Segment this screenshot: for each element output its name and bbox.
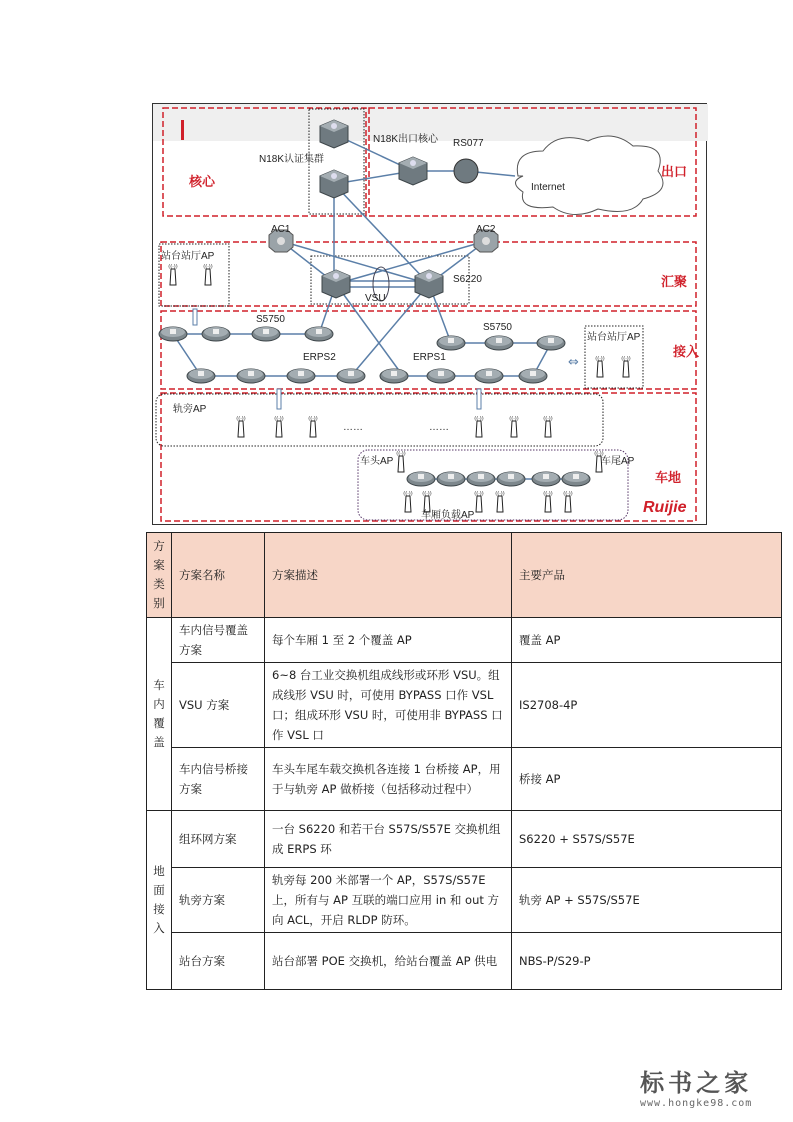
station-ap-label: 站台站厅AP <box>161 251 215 262</box>
zone-access-label: 接入 <box>673 345 700 360</box>
erps1-label: ERPS1 <box>413 352 446 363</box>
header-category: 方案类别 <box>147 533 172 618</box>
name-cell: VSU 方案 <box>172 663 265 748</box>
s5750-left-label: S5750 <box>256 314 285 325</box>
ellipsis-right: …… <box>429 422 449 433</box>
s5750-right-label: S5750 <box>483 322 512 333</box>
internet-cloud-icon <box>516 136 664 215</box>
internet-label: Internet <box>531 182 565 193</box>
zone-core-label: 核心 <box>189 175 216 190</box>
desc-cell: 站台部署 POE 交换机，给站台覆盖 AP 供电 <box>265 933 512 990</box>
desc-cell: 6~8 台工业交换机组成线形或环形 VSU。组成线形 VSU 时，可使用 BYPASS 口作 VSL 口；组成环形 VSU 时，可使用非 BYPASS 口作 VSL 口 <box>265 663 512 748</box>
station-hall-ap-label: 站台站厅AP <box>587 332 641 343</box>
watermark <box>640 1063 752 1109</box>
track-ap-label: 轨旁AP <box>173 404 207 415</box>
ac1-label: AC1 <box>271 224 291 235</box>
s6220-label: S6220 <box>453 274 482 285</box>
head-ap-label: 车头AP <box>360 456 394 467</box>
zone-exit-label: 出口 <box>661 165 688 180</box>
svg-text:⇔: ⇔ <box>568 355 579 370</box>
tail-ap-label: 车尾AP <box>601 456 635 467</box>
table-row <box>147 663 782 748</box>
table-row <box>147 748 782 811</box>
solution-table <box>146 532 782 990</box>
router-label: RS077 <box>453 138 484 149</box>
product-cell: NBS-P/S29-P <box>512 933 782 990</box>
ac2-label: AC2 <box>476 224 496 235</box>
table-row <box>147 868 782 933</box>
desc-cell: 车头车尾车载交换机各连接 1 台桥接 AP，用于与轨旁 AP 做桥接（包括移动过程中） <box>265 748 512 811</box>
product-cell: 桥接 AP <box>512 748 782 811</box>
product-cell: IS2708-4P <box>512 663 782 748</box>
network-topology-svg: ((·)) ⇔ 核心 出口 汇聚 接入 车地 N18K认证集群 N18K出口核心 RS077 Internet AC1 AC2 站台站厅AP S6220 VSU S5750 S5750 ERPS2 ERPS1 站台站厅AP 轨旁AP …… …… 车头AP 车尾AP 车厢负载AP Ruijie <box>153 104 708 526</box>
product-cell: 轨旁 AP + S57S/S57E <box>512 868 782 933</box>
exit-core-label: N18K出口核心 <box>373 134 439 145</box>
name-cell: 车内信号桥接方案 <box>172 748 265 811</box>
accent-bar <box>181 120 184 140</box>
ellipsis-left: …… <box>343 422 363 433</box>
category-cell: 车内覆盖 <box>147 618 172 811</box>
table-row <box>147 811 782 868</box>
desc-cell: 每个车厢 1 至 2 个覆盖 AP <box>265 618 512 663</box>
zone-aggregation-label: 汇聚 <box>661 275 688 290</box>
category-cell: 地面接入 <box>147 811 172 990</box>
name-cell: 站台方案 <box>172 933 265 990</box>
desc-cell: 轨旁每 200 米部署一个 AP，S57S/S57E 上，所有与 AP 互联的端口应用 in 和 out 方向 ACL，开启 RLDP 防环。 <box>265 868 512 933</box>
watermark-title: 标书之家 <box>640 1069 753 1097</box>
vsu-label: VSU <box>365 293 386 304</box>
name-cell: 车内信号覆盖方案 <box>172 618 265 663</box>
header-desc: 方案描述 <box>265 533 512 618</box>
name-cell: 组环网方案 <box>172 811 265 868</box>
name-cell: 轨旁方案 <box>172 868 265 933</box>
header-name: 方案名称 <box>172 533 265 618</box>
desc-cell: 一台 S6220 和若干台 S57S/S57E 交换机组成 ERPS 环 <box>265 811 512 868</box>
product-cell: S6220 + S57S/S57E <box>512 811 782 868</box>
ruijie-logo: Ruijie <box>643 499 687 516</box>
access-switches <box>159 327 565 383</box>
table-row <box>147 933 782 990</box>
watermark-url: www.hongke98.com <box>640 1098 753 1109</box>
car-ap-label: 车厢负载AP <box>421 510 475 521</box>
product-cell: 覆盖 AP <box>512 618 782 663</box>
ap-icons <box>168 264 630 512</box>
core-cluster-label: N18K认证集群 <box>259 154 325 165</box>
network-diagram <box>148 91 707 525</box>
table-row <box>147 618 782 663</box>
header-product: 主要产品 <box>512 533 782 618</box>
train-switches <box>407 472 590 486</box>
erps2-label: ERPS2 <box>303 352 336 363</box>
zone-vehicle-ground-label: 车地 <box>655 471 682 486</box>
